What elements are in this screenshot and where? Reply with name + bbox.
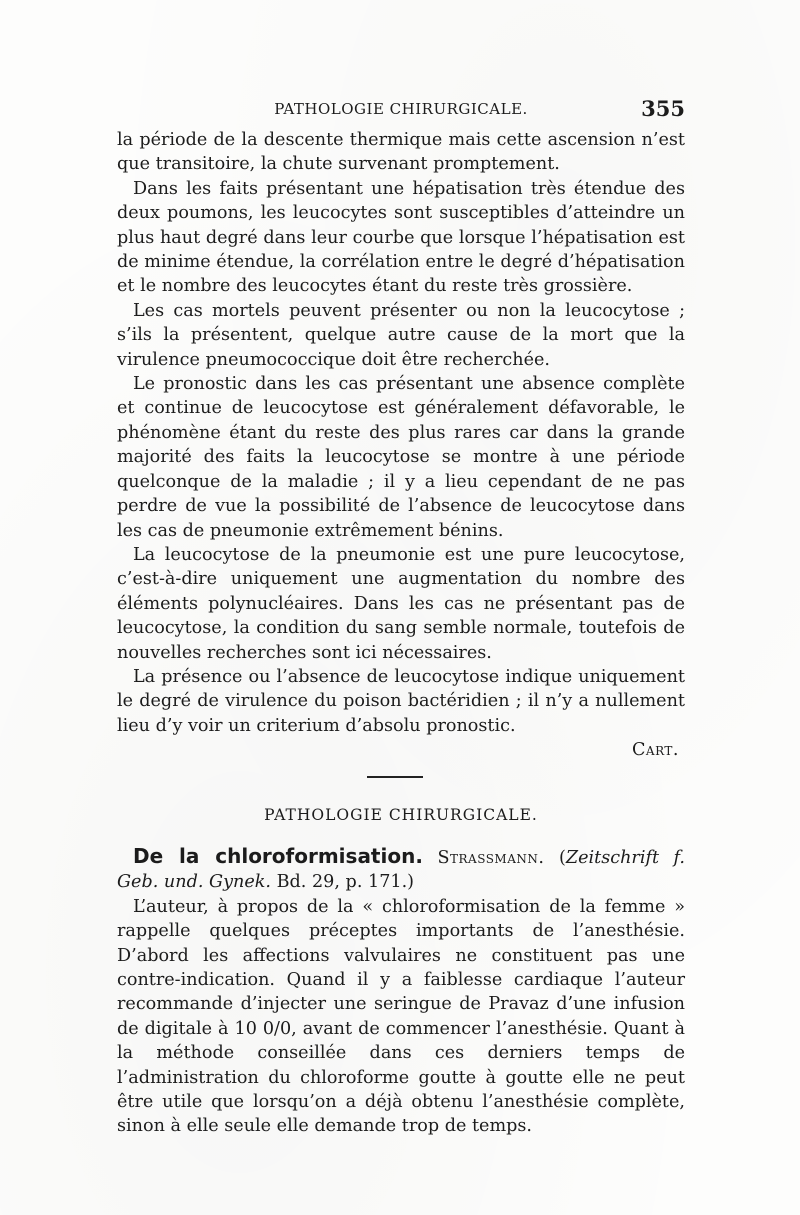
article <box>117 844 685 1139</box>
article-header <box>117 844 685 895</box>
article-author: Strassmann. <box>437 848 545 868</box>
signature: Cart. <box>631 740 679 761</box>
article-body: L’auteur, à propos de la « chloroformisation de la femme » rappelle quelques préceptes importants de l’anesthésie. D’abord les affections valvulaires ne constituent pas une contre-indication. Quand il y a faiblesse cardiaque l’auteur recommande d’injecter une seringue de Pravaz d’une infusion de digitale à 10 0/0, avant de commencer l’anesthésie. Quant à la méthode conseillée dans ces derniers temps de l’administration du chloroforme goutte à goutte elle ne peut être utile que lorsqu’on a déjà obtenu l’anesthésie complète, sinon à elle seule elle demande trop de temps. <box>117 896 685 1137</box>
journal-name: Zeitschrift f. Geb. und. Gynek. <box>117 848 685 893</box>
section-heading: PATHOLOGIE CHIRURGICALE. <box>264 806 538 824</box>
running-head <box>117 96 685 124</box>
previous-article-text <box>117 128 685 763</box>
running-title: PATHOLOGIE CHIRURGICALE. <box>274 100 528 118</box>
page-number: 355 <box>641 96 685 121</box>
paragraph: Le pronostic dans les cas présentant une absence complète et continue de leucocytose est généralement défavorable, le phénomène étant du reste des plus rares car dans la grande majorité des faits la leucocytose se montre à une période quelconque de la maladie ; il y a lieu cependant de ne pas perdre de vue la possibilité de l’absence de leucocytose dans les cas de pneumonie extrêmement bénins. <box>117 374 685 541</box>
citation-open: ( <box>558 848 566 868</box>
paragraph: Dans les faits présentant une hépatisation très étendue des deux poumons, les leucocytes sont susceptibles d’atteindre un plus haut degré dans leur courbe que lorsque l’hépatisation est de minime étendue, la corrélation entre le degré d’hépatisation et le nombre des leucocytes étant du reste très grossière. <box>117 178 685 297</box>
paragraph: Les cas mortels peuvent présenter ou non la leucocytose ; s’ils la présentent, quelque autre cause de la mort que la virulence pneumococcique doit être recherchée. <box>117 300 685 370</box>
citation-details: Bd. 29, p. 171.) <box>276 872 415 893</box>
paragraph: La leucocytose de la pneumonie est une pure leucocytose, c’est-à-dire uniquement une augmentation du nombre des éléments polynucléaires. Dans les cas ne présentant pas de leucocytose, la condition du sang semble normale, toutefois de nouvelles recherches sont ici nécessaires. <box>117 544 685 663</box>
article-title: De la chloroformisation. <box>133 844 423 868</box>
section-divider <box>367 776 423 778</box>
paragraph: la période de la descente thermique mais cette ascension n’est que transitoire, la chute survenant promptement. <box>117 130 685 175</box>
paragraph: La présence ou l’absence de leucocytose indique uniquement le degré de virulence du poison bactéridien ; il n’y a nullement lieu d’y voir un criterium d’absolu pronostic. <box>117 666 685 736</box>
